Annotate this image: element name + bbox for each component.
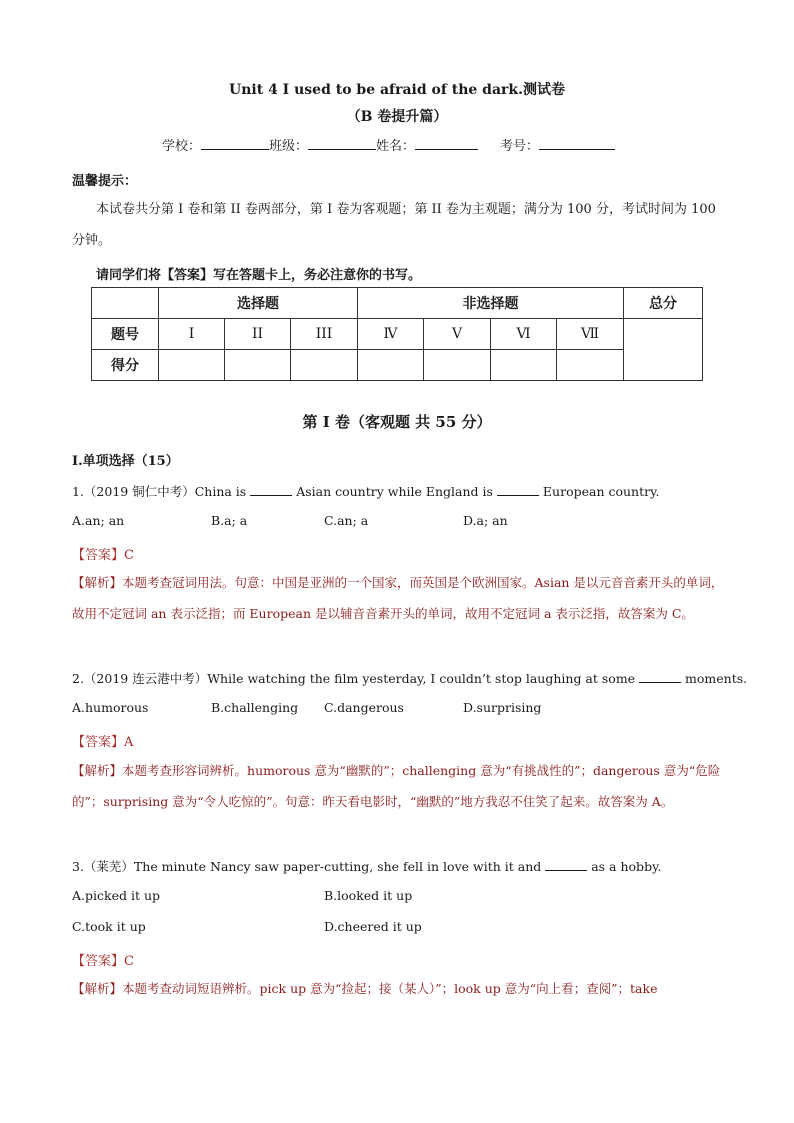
col-header: I xyxy=(159,319,225,350)
part-title: Ⅰ.单项选择（15） xyxy=(72,454,179,469)
col-header: V xyxy=(424,319,491,350)
name-field[interactable] xyxy=(415,137,478,150)
explanation-text: 本题考查动词短语辨析。pick up 意为“捡起；接（某人）”；look up 意为“向上看；查阅”；take xyxy=(122,981,658,996)
q1-stem-part: Asian country while England is xyxy=(296,484,493,499)
answer-value: A xyxy=(124,735,134,750)
explanation-text: 本题考查形容词辨析。humorous 意为“幽默的”；challenging 意为“有挑战性的”；dangerous 意为“危险的”；surprising 意为“令人吃惊的”。句意：昨天看电影时，“幽默的”地方我忍不住笑了起来。故答案为 A。 xyxy=(72,763,721,809)
q1-stem-part: 1.（2019 铜仁中考）China is xyxy=(72,484,247,499)
q1-blank-2[interactable] xyxy=(497,483,539,496)
q2-option-d[interactable]: D.surprising xyxy=(463,700,542,715)
q2-answer xyxy=(72,731,133,750)
total-score-cell[interactable] xyxy=(624,319,703,381)
name-label: 姓名： xyxy=(376,139,416,154)
q3-stem-part: as a hobby. xyxy=(591,859,662,874)
answer-label: 【答案】 xyxy=(72,735,125,750)
q1-option-c[interactable]: C.an; a xyxy=(324,513,369,528)
q2-option-b[interactable]: B.challenging xyxy=(211,700,299,715)
q2-stem-part: 2.（2019 连云港中考）While watching the film yesterday, I couldn’t stop laughing at some xyxy=(72,671,636,686)
q2-explanation xyxy=(72,755,724,817)
q2-blank[interactable] xyxy=(639,670,681,683)
page-subtitle: （B 卷提升篇） xyxy=(346,109,448,125)
q3-explanation xyxy=(72,973,724,1004)
page-title: Unit 4 I used to be afraid of the dark.测试卷 xyxy=(229,82,565,98)
row-score-label: 得分 xyxy=(92,350,159,381)
tips-reminder: 请同学们将【答案】写在答题卡上，务必注意你的书写。 xyxy=(96,268,422,283)
q1-option-a[interactable]: A.an; an xyxy=(72,513,125,528)
section-title: 第 I 卷（客观题 共 55 分） xyxy=(302,413,492,431)
q3-stem-part: 3.（莱芜）The minute Nancy saw paper-cutting, she fell in love with it and xyxy=(72,859,542,874)
row-number-label: 题号 xyxy=(92,319,159,350)
col-header: Ⅶ xyxy=(557,319,624,350)
q2-option-a[interactable]: A.humorous xyxy=(72,700,149,715)
q1-option-b[interactable]: B.a; a xyxy=(211,513,248,528)
answer-label: 【答案】 xyxy=(72,548,125,563)
q1-option-d[interactable]: D.a; an xyxy=(463,513,508,528)
score-cell[interactable] xyxy=(358,350,424,381)
score-cell[interactable] xyxy=(491,350,557,381)
q1-answer xyxy=(72,544,134,563)
tips-line-2: 分钟。 xyxy=(72,233,112,248)
school-label: 学校： xyxy=(162,139,202,154)
question-2-stem xyxy=(72,669,747,687)
q3-option-b[interactable]: B.looked it up xyxy=(324,888,413,903)
q3-option-a[interactable]: A.picked it up xyxy=(72,888,160,903)
answer-value: C xyxy=(124,548,134,563)
q3-option-c[interactable]: C.took it up xyxy=(72,919,146,934)
q2-stem-part: moments. xyxy=(685,671,748,686)
col-header: Ⅵ xyxy=(491,319,557,350)
answer-label: 【答案】 xyxy=(72,954,125,969)
score-cell[interactable] xyxy=(424,350,491,381)
total-header: 总分 xyxy=(624,288,703,319)
school-field[interactable] xyxy=(201,137,269,150)
q2-option-c[interactable]: C.dangerous xyxy=(324,700,404,715)
col-header: Ⅳ xyxy=(358,319,424,350)
student-info-line xyxy=(162,135,615,154)
explanation-label: 【解析】 xyxy=(72,763,123,778)
answer-value: C xyxy=(124,954,134,969)
question-3-stem xyxy=(72,857,661,875)
col-header: III xyxy=(291,319,358,350)
q1-explanation xyxy=(72,567,724,629)
nonchoice-header: 非选择题 xyxy=(358,288,624,319)
class-label: 班级： xyxy=(269,139,309,154)
col-header: II xyxy=(225,319,291,350)
q3-option-d[interactable]: D.cheered it up xyxy=(324,919,422,934)
question-1-stem xyxy=(72,482,659,500)
score-table xyxy=(91,287,703,381)
explanation-label: 【解析】 xyxy=(72,981,123,996)
q1-stem-part: European country. xyxy=(542,484,660,499)
score-cell[interactable] xyxy=(159,350,225,381)
tips-line-1: 本试卷共分第 I 卷和第 II 卷两部分，第 I 卷为客观题；第 II 卷为主观题；满分为 100 分，考试时间为 100 xyxy=(96,202,716,217)
q3-blank[interactable] xyxy=(545,858,587,871)
exam-no-label: 考号： xyxy=(500,139,540,154)
explanation-text: 本题考查冠词用法。句意：中国是亚洲的一个国家，而英国是个欧洲国家。Asian 是以元音音素开头的单词，故用不定冠词 an 表示泛指；而 European 是以辅音音素开头的单词，故用不定冠词 a 表示泛指，故答案为 C。 xyxy=(72,575,724,621)
q3-answer xyxy=(72,950,134,969)
class-field[interactable] xyxy=(308,137,376,150)
tips-heading: 温馨提示： xyxy=(72,174,138,189)
q1-blank-1[interactable] xyxy=(250,483,292,496)
score-cell[interactable] xyxy=(291,350,358,381)
score-cell[interactable] xyxy=(557,350,624,381)
choice-header: 选择题 xyxy=(159,288,358,319)
table-corner-cell xyxy=(92,288,159,319)
explanation-label: 【解析】 xyxy=(72,575,123,590)
score-cell[interactable] xyxy=(225,350,291,381)
exam-no-field[interactable] xyxy=(539,137,615,150)
